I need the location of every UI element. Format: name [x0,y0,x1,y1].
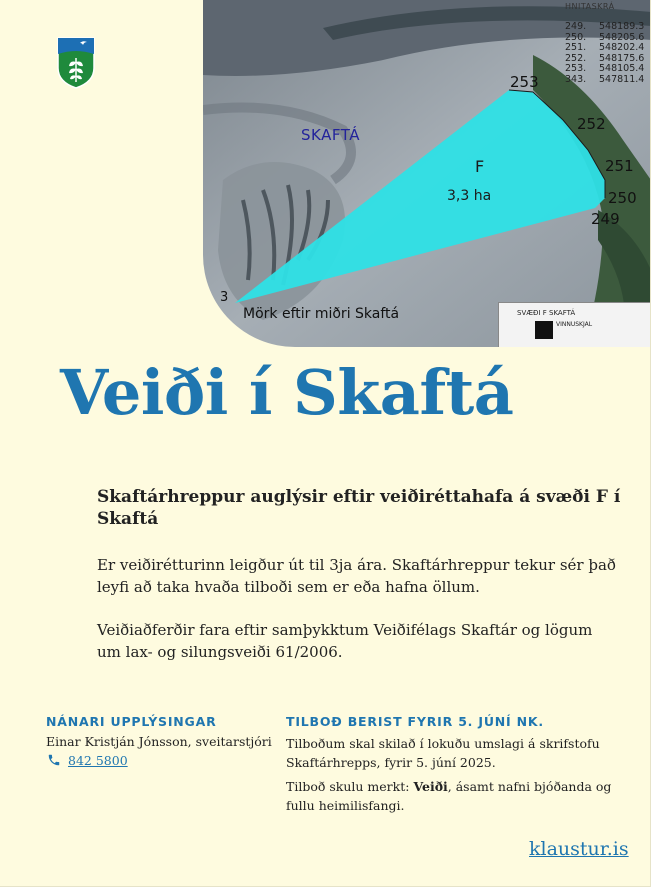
river-label: SKAFTÁ [301,126,360,144]
map-title-block-company: VINNUSKJAL [556,321,593,328]
area-label: 3,3 ha [447,188,492,204]
point-label-252: 252 [577,115,606,133]
coordinate-row: 252. 548175.6 [565,52,645,64]
map-title-block-title: SVÆÐI F SKAFTÁ [517,309,576,317]
subheading: Skaftárhreppur auglýsir eftir veiðiréttahafa á svæði F í Skaftá [97,487,621,529]
contact-name: Einar Kristján Jónsson, sveitarstjóri [46,734,272,749]
phone-link[interactable]: 842 5800 [68,753,128,768]
point-label-side: 3 [220,290,229,305]
coordinate-row: 250. 548205.6 [565,31,645,43]
phone-icon [47,753,61,767]
contact-heading: NÁNARI UPPLÝSINGAR [46,714,217,729]
coordinate-row: 343. 547811.4 [565,73,645,85]
body-paragraph-2: Veiðiaðferðir fara eftir samþykktum Veiðifélags Skaftár og lögum um lax- og silungsveiði 61/2006. [97,621,593,661]
offers-text-2: Tilboð skulu merkt: Veiði, ásamt nafni bjóðanda og fullu heimilisfangi. [286,779,612,813]
point-label-249: 249 [591,210,620,228]
point-label-251: 251 [605,157,634,175]
point-label-250: 250 [608,189,637,207]
zone-label: F [475,157,485,176]
map-image [203,0,651,347]
offers-heading: TILBOÐ BERIST FYRIR 5. JÚNÍ NK. [286,714,544,729]
point-label-253: 253 [510,73,539,91]
coat-of-arms-logo [56,36,96,90]
company-logo-icon [535,321,553,339]
page-title: Veiði í Skaftá [60,356,514,429]
body-paragraph-1: Er veiðirétturinn leigður út til 3ja ára. Skaftárhreppur tekur sér það leyfi að taka hvaða tilboði sem er eða hafna öllum. [97,556,616,596]
offers-text-1: Tilboðum skal skilað í lokuðu umslagi á skrifstofu Skaftárhrepps, fyrir 5. júní 2025. [286,736,600,770]
coordinate-row: 251. 548202.4 [565,42,645,53]
coordinate-table-title: HNITASKRÁ [565,2,615,11]
website-link[interactable]: klaustur.is [529,838,629,860]
border-label: Mörk eftir miðri Skaftá [243,306,400,322]
coordinate-row: 249. 548189.3 [565,21,645,32]
map-title-block [498,302,651,347]
coordinate-row: 253. 548105.4 [565,63,645,74]
coordinate-table [565,22,644,85]
